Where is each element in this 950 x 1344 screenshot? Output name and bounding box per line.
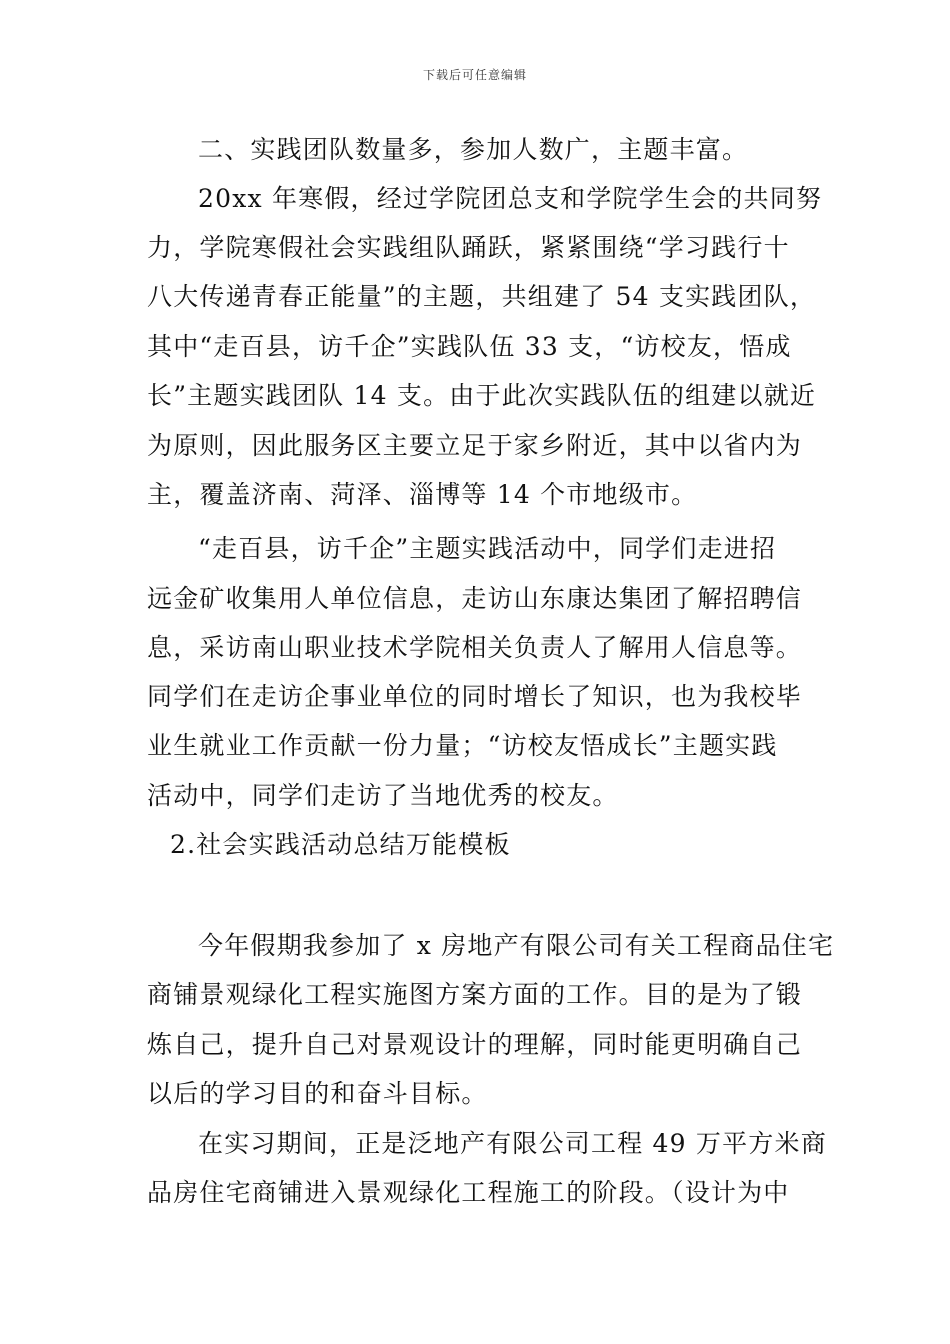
paragraph-line: 在实习期间，正是泛地产有限公司工程 49 万平方米商 [198, 1129, 827, 1158]
paragraph-line: 八大传递青春正能量”的主题，共组建了 54 支实践团队， [147, 282, 817, 311]
paragraph-line: 主，覆盖济南、菏泽、淄博等 14 个市地级市。 [147, 480, 698, 509]
paragraph-line: 远金矿收集用人单位信息，走访山东康达集团了解招聘信 [147, 584, 803, 613]
paragraph-line: 息，采访南山职业技术学院相关负责人了解用人信息等。 [147, 633, 803, 662]
paragraph-line: 商铺景观绿化工程实施图方案方面的工作。目的是为了锻 [147, 980, 803, 1009]
paragraph-line: 品房住宅商铺进入景观绿化工程施工的阶段。（设计为中 [147, 1178, 790, 1207]
paragraph-line: 以后的学习目的和奋斗目标。 [147, 1079, 488, 1108]
paragraph-line: 长”主题实践团队 14 支。由于此次实践队伍的组建以就近 [147, 381, 817, 410]
paragraph-line: 二、实践团队数量多，参加人数广，主题丰富。 [198, 135, 749, 164]
paragraph-line: 今年假期我参加了 x 房地产有限公司有关工程商品住宅 [198, 931, 835, 960]
paragraph-line: “走百县，访千企”主题实践活动中，同学们走进招 [198, 534, 777, 563]
paragraph-line: 同学们在走访企事业单位的同时增长了知识，也为我校毕 [147, 682, 803, 711]
paragraph-line: 20xx 年寒假，经过学院团总支和学院学生会的共同努 [198, 184, 823, 213]
paragraph-line: 为原则，因此服务区主要立足于家乡附近，其中以省内为 [147, 431, 803, 460]
paragraph-line: 活动中，同学们走访了当地优秀的校友。 [147, 781, 619, 810]
paragraph-line: 力，学院寒假社会实践组队踊跃，紧紧围绕“学习践行十 [147, 233, 790, 262]
paragraph-line: 业生就业工作贡献一份力量；“访校友悟成长”主题实践 [147, 731, 778, 760]
paragraph-line: 其中“走百县，访千企”实践队伍 33 支，“访校友，悟成 [147, 332, 792, 361]
page-header: 下载后可任意编辑 [422, 68, 527, 82]
section-heading: 2.社会实践活动总结万能模板 [170, 830, 511, 859]
paragraph-line: 炼自己，提升自己对景观设计的理解，同时能更明确自己 [147, 1030, 803, 1059]
